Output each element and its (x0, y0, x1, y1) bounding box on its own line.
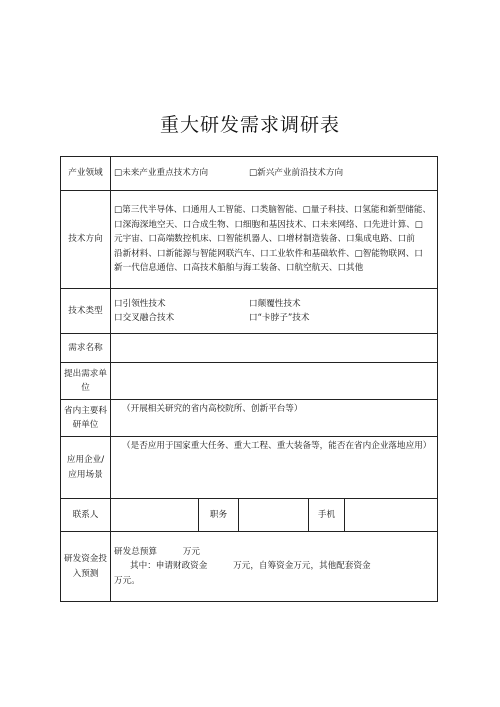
page-title: 重大研发需求调研表 (159, 114, 340, 136)
industry-option-emerging[interactable]: □新兴产业前沿技术方向 (249, 168, 344, 179)
type-row (61, 289, 438, 334)
position-field[interactable] (239, 499, 309, 532)
application-field[interactable] (111, 437, 438, 499)
name-row (61, 334, 438, 363)
survey-form-table (60, 156, 438, 602)
application-row (61, 437, 438, 499)
partner-field[interactable] (111, 400, 438, 437)
direction-line-1[interactable]: □第三代半导体、口通用人工智能、口类脑智能、□量子科技、口氢能和新型储能、 (114, 205, 432, 216)
direction-row (61, 191, 438, 289)
name-label: 需求名称 (61, 334, 111, 363)
phone-label: 手机 (309, 499, 345, 532)
type-option-cross[interactable]: 口交叉融合技术 (114, 313, 175, 323)
direction-label: 技术方向 (61, 191, 111, 289)
funding-label: 研发资金投入预测 (61, 532, 111, 602)
industry-label: 产业领域 (61, 157, 111, 191)
funding-row (61, 532, 438, 602)
industry-row (61, 157, 438, 191)
type-option-leading[interactable]: 口引领性技术 (114, 298, 166, 309)
type-option-disruptive[interactable]: 口颠覆性技术 (249, 298, 301, 309)
contact-label: 联系人 (61, 499, 111, 532)
funding-breakdown: 其中：申请财政资金 万元，自筹资金万元，其他配套资金 (130, 561, 371, 572)
direction-line-4[interactable]: 沿新材料、口新能源与智能网联汽车、口工业软件和基础软件、□智能物联网、口 (114, 248, 423, 259)
direction-line-2[interactable]: 口深海深地空天、口合成生物、口细胞和基因技术、口未来网络、口先进计算、□ (114, 219, 423, 230)
industry-option-future[interactable]: □未来产业重点技术方向 (114, 168, 209, 179)
unit-label: 提出需求单位 (61, 363, 111, 400)
partner-hint: （开展相关研究的省内高校院所、创新平台等） (122, 404, 303, 414)
funding-total: 研发总预算 万元 (114, 546, 200, 557)
application-hint: （是否应用于国家重大任务、重大工程、重大装备等，能否在省内企业落地应用） (122, 441, 432, 451)
partner-row (61, 400, 438, 437)
type-options (111, 289, 438, 334)
position-label: 职务 (199, 499, 239, 532)
name-field[interactable] (111, 334, 438, 363)
contact-field[interactable] (111, 499, 199, 532)
funding-other: 万元。 (114, 575, 140, 586)
industry-options (111, 157, 438, 191)
partner-label: 省内主要科研单位 (61, 400, 111, 437)
direction-line-3[interactable]: 元宇宙、口高端数控机床、口智能机器人、口增材制造装备、口集成电路、口前 (114, 234, 415, 245)
direction-line-5[interactable]: 新一代信息通信、口高技术船舶与海工装备、口航空航天、口其他 (114, 263, 364, 274)
direction-options (111, 191, 438, 289)
type-option-bottleneck[interactable]: 口“卡脖子”技术 (249, 313, 310, 323)
unit-field[interactable] (111, 363, 438, 400)
funding-field[interactable] (111, 532, 438, 602)
unit-row (61, 363, 438, 400)
type-label: 技术类型 (61, 289, 111, 334)
contact-row (61, 499, 438, 532)
application-label: 应用企业/应用场景 (61, 437, 111, 499)
phone-field[interactable] (345, 499, 438, 532)
